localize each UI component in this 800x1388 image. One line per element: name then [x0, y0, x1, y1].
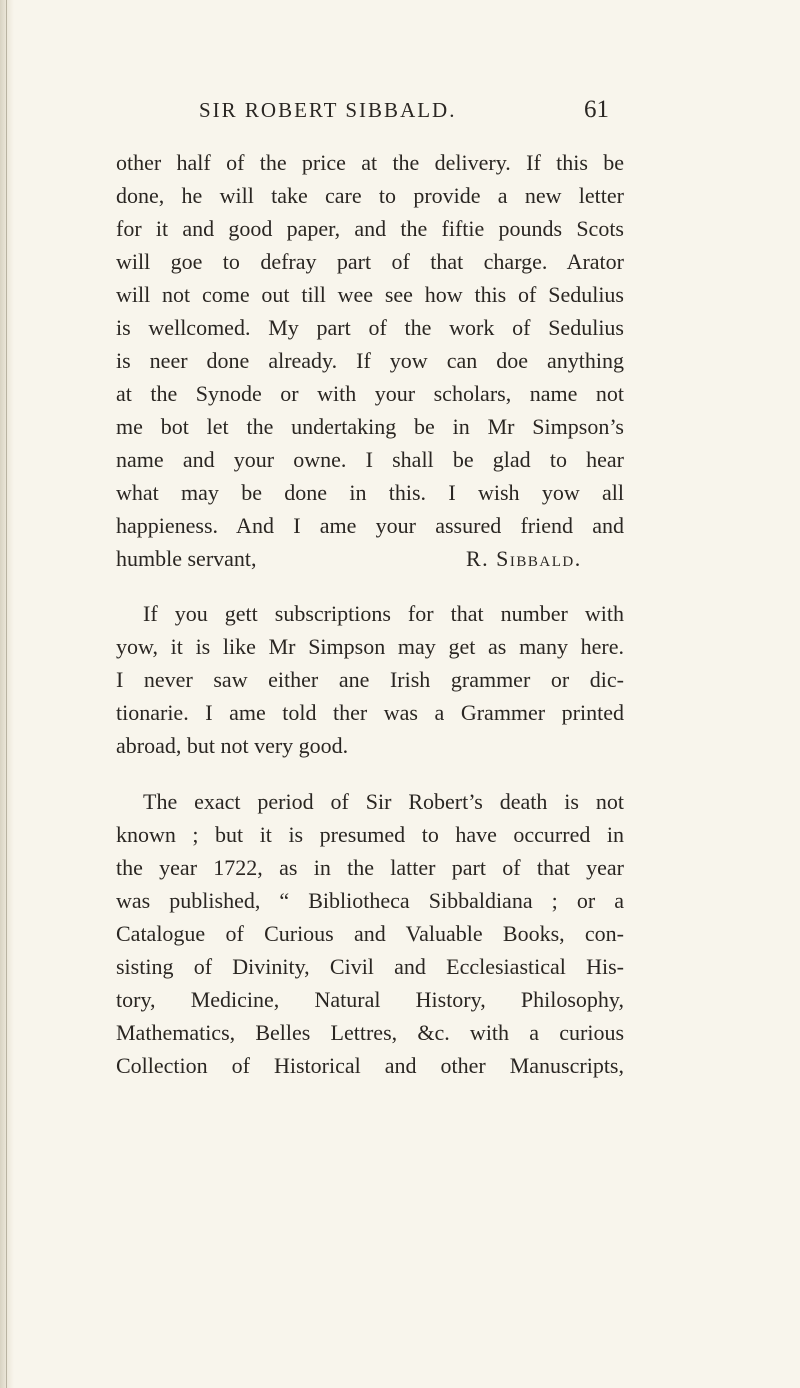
page-number: 61: [584, 96, 609, 123]
text-line: will goe to defray part of that charge. Arator: [116, 249, 624, 274]
page-header: [0, 92, 800, 128]
text-line: sisting of Divinity, Civil and Ecclesiastical His-: [116, 954, 624, 979]
text-line: done, he will take care to provide a new letter: [116, 183, 624, 208]
text-line: was published, “ Bibliotheca Sibbaldiana ; or a: [116, 888, 624, 913]
text-line: Collection of Historical and other Manuscripts,: [116, 1053, 624, 1078]
text-line: known ; but it is presumed to have occurred in: [116, 822, 624, 847]
text-line: tory, Medicine, Natural History, Philosophy,: [116, 987, 624, 1012]
text-line: The exact period of Sir Robert’s death is not: [143, 789, 624, 814]
text-line: Mathematics, Belles Lettres, &c. with a curious: [116, 1020, 624, 1045]
text-line: what may be done in this. I wish yow all: [116, 480, 624, 505]
text-line: I never saw either ane Irish grammer or dic-: [116, 667, 624, 692]
text-line: is neer done already. If yow can doe anything: [116, 348, 624, 373]
text-line: is wellcomed. My part of the work of Sedulius: [116, 315, 624, 340]
page-gutter: [0, 0, 14, 1388]
text-line: tionarie. I ame told ther was a Grammer printed: [116, 700, 624, 725]
text-line: at the Synode or with your scholars, name not: [116, 381, 624, 406]
text-line: Catalogue of Curious and Valuable Books, con-: [116, 921, 624, 946]
text-line: the year 1722, as in the latter part of that year: [116, 855, 624, 880]
text-line: happieness. And I ame your assured friend and: [116, 513, 624, 538]
letter-signature: R. Sibbald.: [466, 546, 582, 571]
letter-closing: humble servant,: [116, 546, 257, 571]
running-title: SIR ROBERT SIBBALD.: [199, 98, 457, 122]
text-line: me bot let the undertaking be in Mr Simpson’s: [116, 414, 624, 439]
text-line: If you gett subscriptions for that number with: [143, 601, 624, 626]
text-line: name and your owne. I shall be glad to hear: [116, 447, 624, 472]
text-line: other half of the price at the delivery. If this be: [116, 150, 624, 175]
text-line: abroad, but not very good.: [116, 733, 349, 758]
text-line: for it and good paper, and the fiftie pounds Scots: [116, 216, 624, 241]
text-line: yow, it is like Mr Simpson may get as many here.: [116, 634, 624, 659]
text-line: will not come out till wee see how this of Sedulius: [116, 282, 624, 307]
binding-edge: [6, 0, 7, 1388]
